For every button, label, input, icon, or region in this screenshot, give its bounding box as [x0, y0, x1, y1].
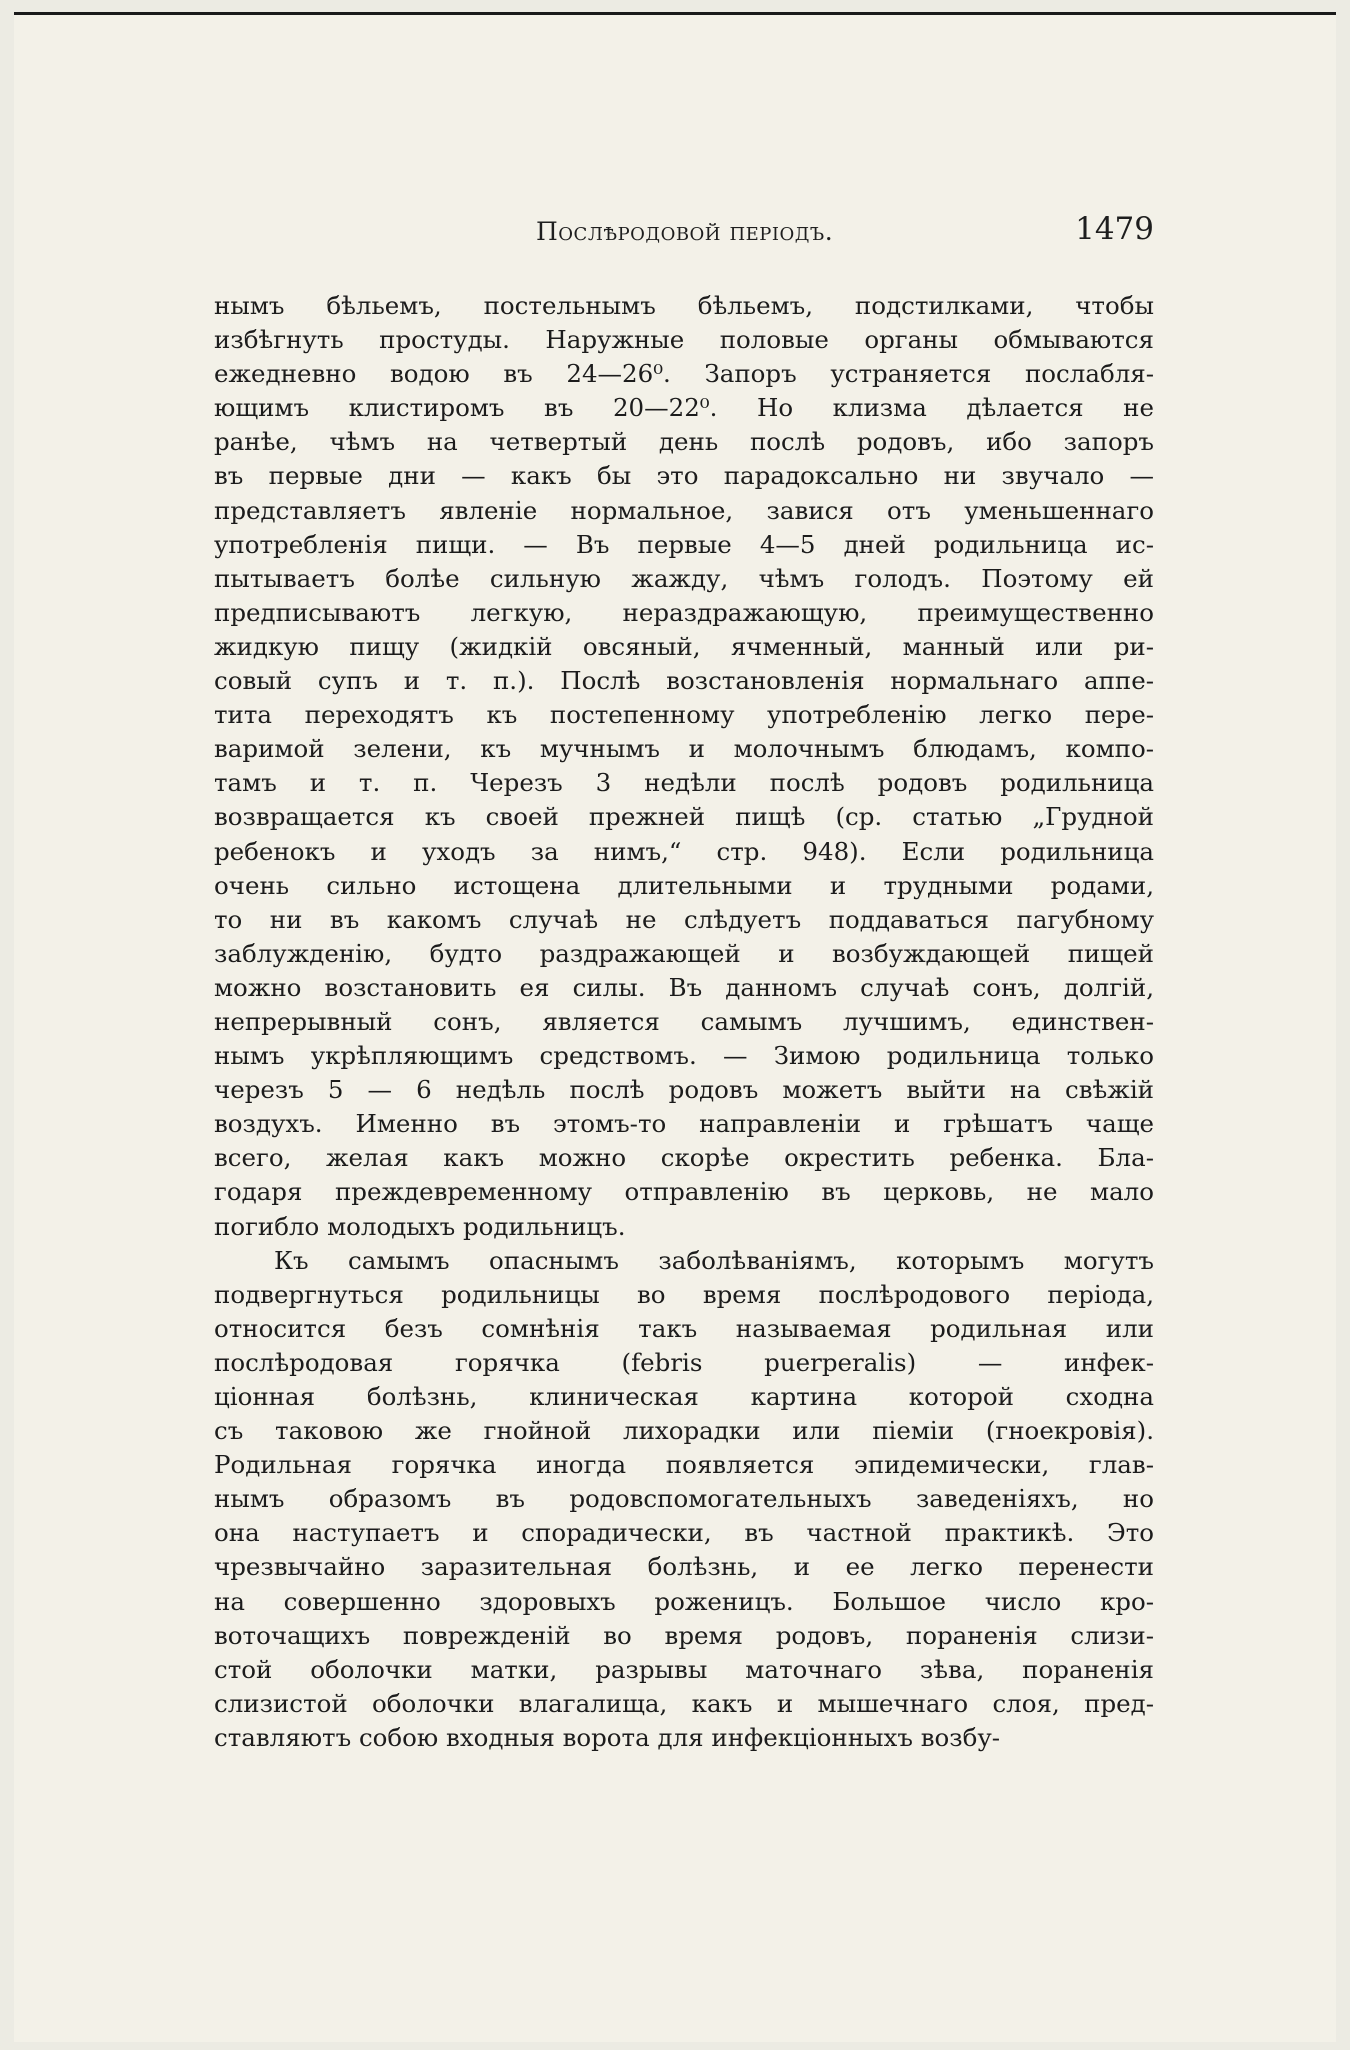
text-line: ціонная болѣзнь, клиническая картина которой сходна — [214, 1382, 1154, 1411]
text-line: употребленія пищи. — Въ первые 4—5 дней родильница ис- — [214, 529, 1154, 559]
text-line: пытываетъ болѣе сильную жажду, чѣмъ голодъ. Поэтому ей — [214, 563, 1154, 593]
text-line: тита переходятъ къ постепенному употребленію легко пере- — [214, 700, 1154, 730]
text-line: воточащихъ поврежденій во время родовъ, пораненія слизи- — [214, 1620, 1154, 1650]
text-line: непрерывный сонъ, является самымъ лучшимъ, единствен- — [214, 1006, 1154, 1036]
text-line: избѣгнуть простуды. Наружные половые органы обмываются — [214, 325, 1154, 355]
text-line: нымъ укрѣпляющимъ средствомъ. — Зимою родильница только — [214, 1041, 1154, 1071]
text-line: то ни въ какомъ случаѣ не слѣдуетъ поддаваться пагубному — [214, 904, 1154, 934]
text-line: тамъ и т. п. Черезъ 3 недѣли послѣ родовъ родильница — [214, 768, 1154, 798]
text-line: ющимъ клистиромъ въ 20—22⁰. Но клизма дѣлается не — [214, 393, 1154, 423]
text-line: возвращается къ своей прежней пищѣ (ср. статью „Грудной — [214, 802, 1154, 832]
text-line: стой оболочки матки, разрывы маточнаго зѣва, пораненія — [214, 1654, 1154, 1684]
text-line: подвергнуться родильницы во время послѣродового періода, — [214, 1279, 1154, 1309]
text-line: она наступаетъ и спорадически, въ частной практикѣ. Это — [214, 1518, 1154, 1548]
text-line: воздухъ. Именно въ этомъ-то направленіи и грѣшатъ чаще — [214, 1109, 1154, 1139]
text-line: на совершенно здоровыхъ роженицъ. Большое число кро- — [214, 1586, 1154, 1616]
text-line: нымъ образомъ въ родовспомогательныхъ заведеніяхъ, но — [214, 1484, 1154, 1514]
paragraph-2 — [214, 1244, 1154, 1755]
text-line: заблужденію, будто раздражающей и возбуждающей пищей — [214, 938, 1154, 968]
book-page — [14, 12, 1336, 2042]
page-header — [214, 211, 1154, 261]
text-line: послѣродовая горячка (febris puerperalis) — инфек- — [214, 1347, 1154, 1377]
text-line: ребенокъ и уходъ за нимъ,“ стр. 948). Если родильница — [214, 836, 1154, 866]
text-line: ставляютъ собою входныя ворота для инфекціонныхъ возбу- — [214, 1722, 1001, 1752]
text-line: предписываютъ легкую, нераздражающую, преимущественно — [214, 597, 1154, 627]
text-line: нымъ бѣльемъ, постельнымъ бѣльемъ, подстилками, чтобы — [214, 291, 1154, 320]
paragraph-1 — [214, 289, 1154, 1244]
page-number: 1479 — [1075, 211, 1154, 247]
page-body — [214, 289, 1154, 1755]
text-line: варимой зелени, къ мучнымъ и молочнымъ блюдамъ, компо- — [214, 734, 1154, 764]
text-line: черезъ 5 — 6 недѣль послѣ родовъ можетъ выйти на свѣжій — [214, 1075, 1154, 1105]
text-line: жидкую пищу (жидкій овсяный, ячменный, манный или ри- — [214, 631, 1154, 661]
text-line: погибло молодыхъ родильницъ. — [214, 1211, 626, 1241]
text-line: въ первые дни — какъ бы это парадоксально ни звучало — — [214, 461, 1154, 491]
text-line: совый супъ и т. п.). Послѣ возстановленія нормальнаго аппе- — [214, 666, 1154, 696]
text-line: представляетъ явленіе нормальное, завися отъ уменьшеннаго — [214, 495, 1154, 525]
text-line: очень сильно истощена длительными и трудными родами, — [214, 870, 1154, 900]
text-line: Родильная горячка иногда появляется эпидемически, глав- — [214, 1450, 1154, 1480]
text-line: ранѣе, чѣмъ на четвертый день послѣ родовъ, ибо запоръ — [214, 427, 1154, 457]
text-line: чрезвычайно заразительная болѣзнь, и ее легко перенести — [214, 1552, 1154, 1582]
text-line: слизистой оболочки влагалища, какъ и мышечнаго слоя, пред- — [214, 1688, 1154, 1718]
text-line: ежедневно водою въ 24—26⁰. Запоръ устраняется послабля- — [214, 359, 1154, 389]
text-line: всего, желая какъ можно скорѣе окрестить ребенка. Бла- — [214, 1143, 1154, 1173]
running-title: Послѣродовой періодъ. — [536, 217, 834, 246]
text-line: годаря преждевременному отправленію въ церковь, не мало — [214, 1177, 1154, 1207]
text-line: Къ самымъ опаснымъ заболѣваніямъ, которымъ могутъ — [274, 1245, 1154, 1275]
text-line: съ таковою же гнойной лихорадки или піеміи (гноекровія). — [214, 1416, 1154, 1446]
text-line: относится безъ сомнѣнія такъ называемая родильная или — [214, 1313, 1154, 1343]
text-line: можно возстановить ея силы. Въ данномъ случаѣ сонъ, долгій, — [214, 972, 1154, 1002]
